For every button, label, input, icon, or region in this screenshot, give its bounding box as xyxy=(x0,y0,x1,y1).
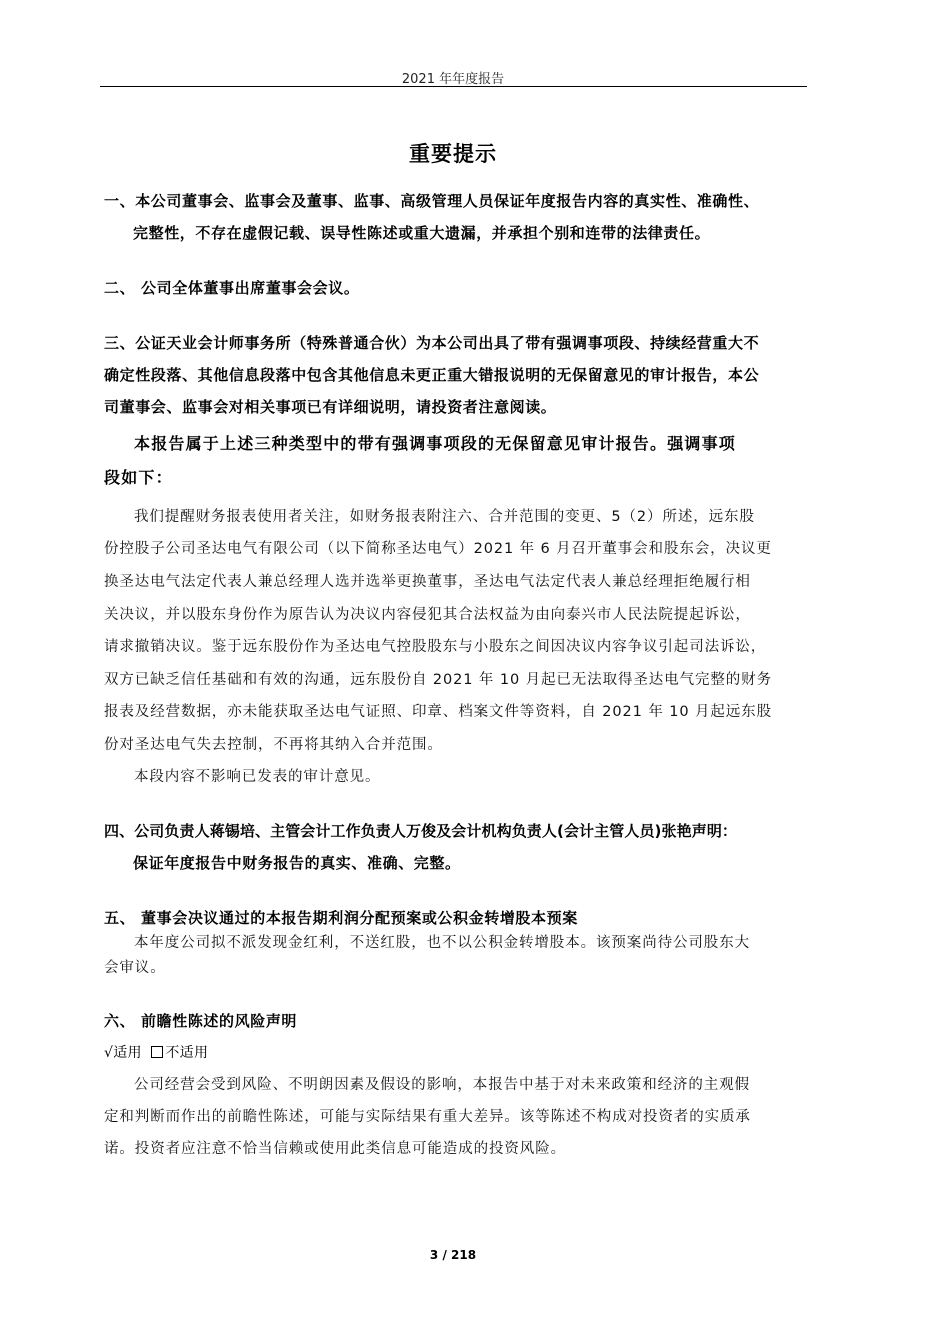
section1-line1: 一、本公司董事会、监事会及董事、监事、高级管理人员保证年度报告内容的真实性、准确性、 xyxy=(104,192,760,210)
emphasis-paragraph-line: 请求撤销决议。鉴于远东股份作为圣达电气控股股东与小股东之间因决议内容争议引起司法诉讼， xyxy=(104,639,767,655)
check-mark-icon: √ xyxy=(104,1045,114,1061)
section6-title: 六、 前瞻性陈述的风险声明 xyxy=(104,1012,298,1030)
section2-line1: 二、 公司全体董事出席董事会会议。 xyxy=(104,279,360,297)
section3-line3: 司董事会、监事会对相关事项已有详细说明，请投资者注意阅读。 xyxy=(104,398,557,416)
section3-note-line2: 段如下： xyxy=(104,468,173,487)
emphasis-paragraph-line: 双方已缺乏信任基础和有效的沟通，远东股份自 2021 年 10 月起已无法取得圣达电气完整的财务 xyxy=(104,672,772,688)
section5-line1: 本年度公司拟不派发现金红利，不送红股，也不以公积金转增股本。该预案尚待公司股东大 xyxy=(134,935,750,951)
emphasis-paragraph-line: 我们提醒财务报表使用者关注，如财务报表附注六、合并范围的变更、5（2）所述，远东股 xyxy=(134,509,755,525)
section5-title: 五、 董事会决议通过的本报告期利润分配预案或公积金转增股本预案 xyxy=(104,909,578,927)
section4-line2: 保证年度报告中财务报告的真实、准确、完整。 xyxy=(133,854,461,872)
emphasis-paragraph-line: 份对圣达电气失去控制，不再将其纳入合并范围。 xyxy=(104,737,443,753)
section3-line1: 三、公证天业会计师事务所（特殊普通合伙）为本公司出具了带有强调事项段、持续经营重大不 xyxy=(104,334,760,352)
emphasis-paragraph-note: 本段内容不影响已发表的审计意见。 xyxy=(134,769,381,785)
not-applicable-label: 不适用 xyxy=(165,1045,209,1061)
emphasis-paragraph-line: 报表及经营数据，亦未能获取圣达电气证照、印章、档案文件等资料，自 2021 年 10 月起远东股 xyxy=(104,704,772,720)
applicability-checkboxes xyxy=(104,1042,208,1062)
emphasis-paragraph-line: 换圣达电气法定代表人兼总经理人选并选举更换董事，圣达电气法定代表人兼总经理拒绝履行相 xyxy=(104,574,751,590)
page-title: 重要提示 xyxy=(409,142,497,166)
section3-note-line1: 本报告属于上述三种类型中的带有强调事项段的无保留意见审计报告。强调事项 xyxy=(134,434,737,453)
section6-line3: 诺。投资者应注意不恰当信赖或使用此类信息可能造成的投资风险。 xyxy=(104,1141,566,1157)
section6-line2: 定和判断而作出的前瞻性陈述，可能与实际结果有重大差异。该等陈述不构成对投资者的实质承 xyxy=(104,1109,751,1125)
emphasis-paragraph-line: 份控股子公司圣达电气有限公司（以下简称圣达电气）2021 年 6 月召开董事会和股东会，决议更 xyxy=(104,541,772,557)
section3-line2: 确定性段落、其他信息段落中包含其他信息未更正重大错报说明的无保留意见的审计报告，本公 xyxy=(104,366,760,384)
empty-checkbox-icon xyxy=(151,1046,163,1058)
applicable-label: 适用 xyxy=(113,1045,142,1061)
header-divider xyxy=(100,86,807,87)
section4-line1: 四、公司负责人蒋锡培、主管会计工作负责人万俊及会计机构负责人(会计主管人员)张艳声明： xyxy=(104,822,738,840)
section1-line2: 完整性，不存在虚假记载、误导性陈述或重大遗漏，并承担个别和连带的法律责任。 xyxy=(133,224,711,242)
section6-line1: 公司经营会受到风险、不明朗因素及假设的影响，本报告中基于对未来政策和经济的主观假 xyxy=(134,1077,750,1093)
section5-line2: 会审议。 xyxy=(104,960,166,976)
emphasis-paragraph-line: 关决议，并以股东身份作为原告认为决议内容侵犯其合法权益为由向泰兴市人民法院提起诉讼， xyxy=(104,607,751,623)
header-title: 2021 年年度报告 xyxy=(401,72,505,87)
page-number: 3 / 218 xyxy=(429,1248,477,1262)
